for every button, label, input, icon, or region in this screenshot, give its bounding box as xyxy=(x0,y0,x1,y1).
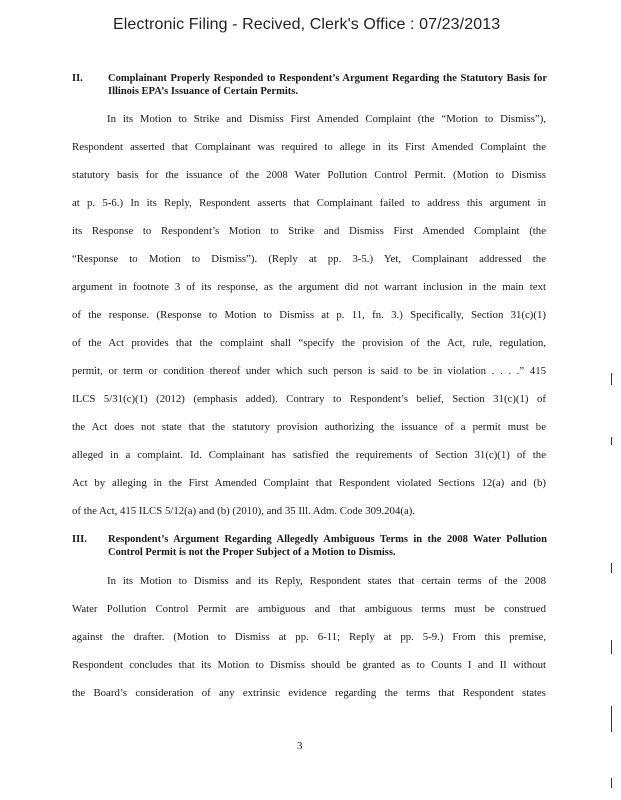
text-line: at p. 5-6.) In its Reply, Respondent asserts that Complainant failed to address this argument in xyxy=(72,197,546,209)
filing-stamp: Electronic Filing - Recived, Clerk's Office : 07/23/2013 xyxy=(113,16,501,33)
section-number: III. xyxy=(72,534,87,545)
text-line: the Board’s consideration of any extrinsic evidence regarding the terms that Respondent states xyxy=(72,687,546,699)
text-line: Respondent concludes that its Motion to Dismiss should be granted as to Counts I and II without xyxy=(72,659,546,671)
scan-mark xyxy=(611,640,612,654)
text-line: Respondent asserted that Complainant was required to allege in its First Amended Complaint the xyxy=(72,141,546,153)
text-line: In its Motion to Dismiss and its Reply, Respondent states that certain terms of the 2008 xyxy=(107,575,546,587)
page-number: 3 xyxy=(297,740,303,752)
text-line: Act by alleging in the First Amended Complaint that Respondent violated Sections 12(a) and (b) xyxy=(72,477,546,489)
scan-mark xyxy=(611,563,612,573)
text-line: alleged in a complaint. Id. Complainant has satisfied the requirements of Section 31(c)(1) of the xyxy=(72,449,546,461)
text-line: of the Act provides that the complaint shall “specify the provision of the Act, rule, regulation, xyxy=(72,337,546,349)
text-line: of the response. (Response to Motion to Dismiss at p. 11, fn. 3.) Specifically, Section 31(c)(1) xyxy=(72,309,546,321)
text-line: permit, or term or condition thereof under which such person is said to be in violation . . . .” 415 xyxy=(72,365,546,377)
section-ii-heading xyxy=(72,72,547,98)
text-line: “Response to Motion to Dismiss”). (Reply at pp. 3-5.) Yet, Complainant addressed the xyxy=(72,253,546,265)
scan-mark xyxy=(611,437,612,445)
text-line: argument in footnote 3 of its response, as the argument did not warrant inclusion in the main text xyxy=(72,281,546,293)
text-line: the Act does not state that the statutory provision authorizing the issuance of a permit must be xyxy=(72,421,546,433)
section-title: Respondent’s Argument Regarding Allegedly Ambiguous Terms in the 2008 Water Pollution Control Permit is not the Proper Subject of a Motion to Dismiss. xyxy=(108,534,547,558)
text-line: its Response to Respondent’s Motion to Strike and Dismiss First Amended Complaint (the xyxy=(72,225,546,237)
section-title: Complainant Properly Responded to Respondent’s Argument Regarding the Statutory Basis for Illinois EPA’s Issuance of Certain Permits. xyxy=(108,73,547,97)
scan-mark xyxy=(611,778,612,788)
section-number: II. xyxy=(72,73,83,84)
text-line: ILCS 5/31(c)(1) (2012) (emphasis added). Contrary to Respondent’s belief, Section 31(c)(1) of xyxy=(72,393,546,405)
scan-mark xyxy=(611,373,612,385)
text-line: In its Motion to Strike and Dismiss First Amended Complaint (the “Motion to Dismiss”), xyxy=(107,113,546,125)
text-line: Water Pollution Control Permit are ambiguous and that ambiguous terms must be construed xyxy=(72,603,546,615)
section-iii-heading xyxy=(72,533,547,559)
text-line: statutory basis for the issuance of the 2008 Water Pollution Control Permit. (Motion to Dismiss xyxy=(72,169,546,181)
text-line: against the drafter. (Motion to Dismiss at pp. 6-11; Reply at pp. 5-9.) From this premise, xyxy=(72,631,546,643)
scan-mark xyxy=(611,706,612,732)
text-line: of the Act, 415 ILCS 5/12(a) and (b) (2010), and 35 Ill. Adm. Code 309.204(a). xyxy=(72,505,416,517)
